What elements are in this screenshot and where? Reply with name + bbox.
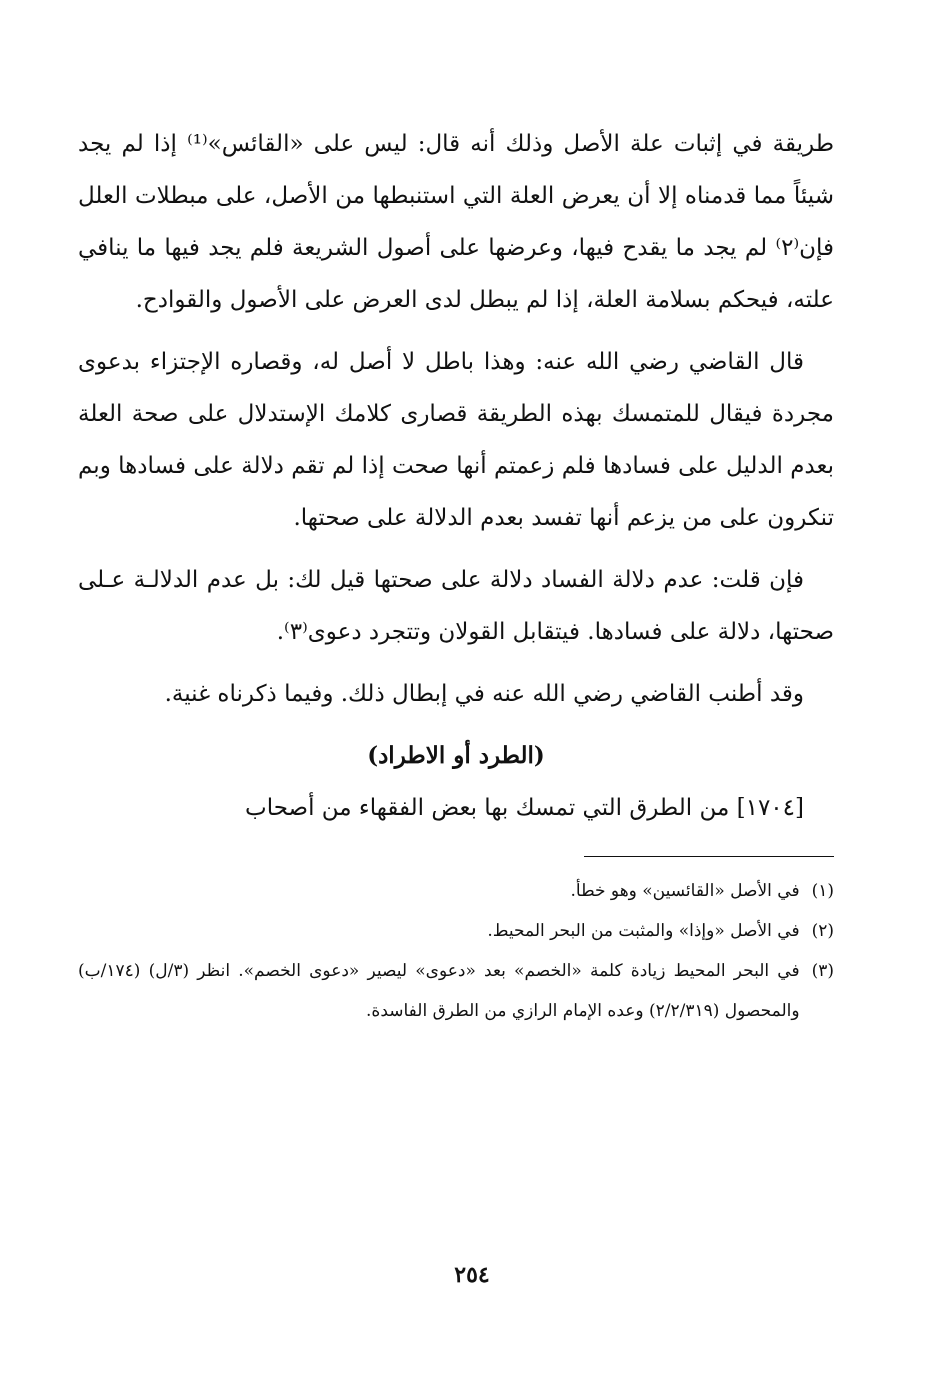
page-number: ٢٥٤ <box>454 1262 490 1288</box>
p2-line-1: قال القاضي رضي الله عنه: وهذا باطل لا أصل له، وقصاره الإجتزاء <box>140 349 804 375</box>
p1-line-4: فلم يجد فيها ما ينافي علته، فيحكم بسلامة العلة، إذا لم يبطل لدى العرض <box>78 235 834 313</box>
page-content <box>78 118 834 1375</box>
p4-line-1: وقد أطنب القاضي رضي الله عنه في إبطال ذلك. وفيما ذكرناه غنية. <box>164 681 804 707</box>
p3-line-2: الدلالـة عـلى صحتها، دلالة على فسادها. فيتقابل القولان وتتجرد <box>78 567 834 645</box>
p3-line-1: فإن قلت: عدم دلالة الفساد دلالة على صحتها قيل لك: بل عدم <box>198 567 804 593</box>
footnote-1-number: (١) <box>811 881 834 901</box>
footnote-3-number: (٣) <box>811 961 834 981</box>
paragraph-1 <box>78 118 834 326</box>
section-paragraph: [١٧٠٤] من الطرق التي تمسك بها بعض الفقهاء من أصحاب <box>245 795 804 821</box>
footnote-1-text: في الأصل «القائسين» وهو خطأ. <box>570 881 800 901</box>
p2-line-5: صحتها. <box>293 505 360 531</box>
footnote-3-text: في البحر المحيط زيادة كلمة «الخصم» بعد «دعوى» ليصير «دعوى الخصم». انظر (٣/ل) (١٧٤/ب) والمحصول (٢/٢/٣١٩) وعده الإمام الرازي من الطرق الفاسدة. <box>78 961 800 1021</box>
footnote-1 <box>78 871 834 911</box>
p2-line-4: دلالة على فسادها وبم تنكرون على من يزعم أنها تفسد بعدم الدلالة على <box>78 453 834 531</box>
p3-line-3: دعوى⁽٣⁾. <box>276 619 362 645</box>
p1-line-3: مبطلات العلل فإن⁽٢⁾ لم يجد ما يقدح فيها، وعرضها على أصول الشريعة <box>78 183 834 261</box>
footnote-2 <box>78 911 834 951</box>
footnote-2-number: (٢) <box>811 921 834 941</box>
section-heading: (الطرد أو الاطراد) <box>367 742 545 769</box>
p1-line-2: لم يجد شيئاً مما قدمناه إلا أن يعرض العلة التي استنبطها من الأصل، على <box>78 131 834 209</box>
paragraph-2 <box>78 336 834 544</box>
paragraph-4 <box>78 668 834 720</box>
footnote-divider <box>584 856 834 857</box>
footnote-2-text: في الأصل «وإذا» والمثبت من البحر المحيط. <box>487 921 800 941</box>
p2-line-2: بدعوى مجردة فيقال للمتمسك بهذه الطريقة قصارى كلامك الإستدلال على <box>78 349 834 427</box>
p2-line-3: صحة العلة بعدم الدليل على فسادها فلم زعمتم أنها صحت إذا لم تقم <box>78 401 835 479</box>
p1-line-1: طريقة في إثبات علة الأصل وذلك أنه قال: ليس على «القائس»⁽¹⁾ إذا <box>143 131 835 157</box>
paragraph-3 <box>78 554 834 658</box>
footnote-3 <box>78 951 834 1031</box>
p1-line-5: على الأصول والقوادح. <box>135 287 346 313</box>
